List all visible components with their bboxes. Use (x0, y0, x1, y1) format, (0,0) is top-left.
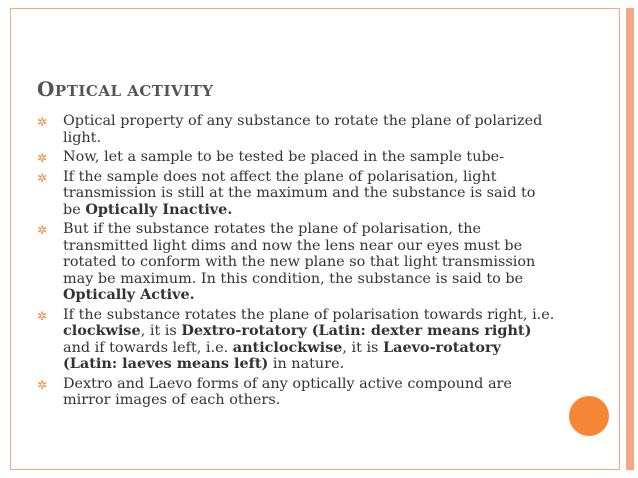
accent-circle (569, 396, 609, 436)
bullet-item (37, 113, 557, 146)
bullet-item (37, 149, 557, 166)
bullet-text: in nature. (268, 356, 345, 372)
asterisk-bullet-icon: ✲ (37, 308, 48, 323)
bold-term: clockwise (63, 322, 141, 339)
asterisk-bullet-icon: ✲ (37, 115, 48, 129)
slide-side-bar (626, 8, 634, 470)
title-initial: O (37, 77, 55, 101)
bullet-text: , it is (342, 339, 384, 356)
slide-title (37, 66, 214, 104)
bullet-item (37, 221, 557, 304)
bullet-text: If the sample does not affect the plane of polarisation, light transmission is still at the maximum and the substance is said to be (63, 168, 536, 218)
bold-term: Optically Inactive. (85, 200, 233, 218)
bold-term: anticlockwise (232, 338, 343, 356)
bullet-text: But if the substance rotates the plane of polarisation, the transmitted light dims and now the lens near our eyes must be rotated to conform with the new plane so that light transmission may be maximum. In this condition, the substance is said to be (63, 221, 536, 287)
asterisk-bullet-icon: ✲ (37, 223, 48, 237)
bullet-text: If the substance rotates the plane of polarisation towards right, i.e. (63, 306, 555, 323)
bullet-item (37, 169, 557, 219)
bullet-list (37, 113, 557, 412)
bold-term: Optically Active. (63, 286, 195, 303)
bullet-text: Dextro and Laevo forms of any optically active compound are mirror images of each others. (63, 375, 512, 408)
bold-term: Dextro-rotatory (Latin: dexter means right) (181, 322, 532, 339)
title-rest: PTICAL ACTIVITY (54, 82, 214, 100)
bullet-item (37, 307, 557, 373)
asterisk-bullet-icon: ✲ (37, 377, 48, 392)
bold-term: Laevo-rotatory (Latin: laeves means left) (63, 338, 501, 372)
bullet-item (37, 376, 557, 409)
bullet-text: Now, let a sample to be tested be placed in the sample tube- (63, 149, 505, 165)
bullet-text: and if towards left, i.e. (63, 339, 233, 356)
bullet-text: Optical property of any substance to rotate the plane of polarized light. (63, 113, 543, 146)
asterisk-bullet-icon: ✲ (37, 151, 48, 165)
asterisk-bullet-icon: ✲ (37, 170, 48, 185)
bullet-text: , it is (140, 323, 182, 339)
